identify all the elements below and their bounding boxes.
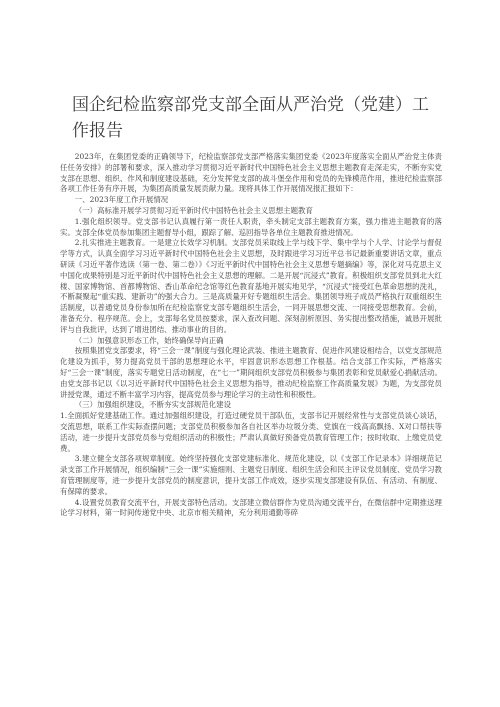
subsection-heading-3: （三）加强组织建设，不断夯实支部规范化建设 [74,400,232,410]
document-title: 国企纪检监察部党支部全面从严治党（党建）工作报告 [72,95,429,141]
subsection-heading-1: （一）高标准开展学习贯彻习近平新时代中国特色社会主义思想主题教育 [74,205,313,215]
intro-paragraph: 2023年，在集团党委的正确领导下，纪检监察部党支部严格落实集团党委《2023年度落实全面从严治党主体责任任务安排》的部署和要求，深入推动学习贯彻习近平新时代中国特色社会主义思想主题教育走深走实，不断夯实党支部在思想、组织、作风和制度建设基础，充分发挥党支部的战斗堡垒作用和党员的先锋模范作用，推进纪检监察部各项工作任务有序开展，为集团高质量发展贡献力量。现将具体工作开展情况报汇报如下： [60,152,442,194]
body-paragraph: 1.强化组织领导。党支部书记认真履行第一责任人职责，牵头制定支部主题教育方案，强力推进主题教育的落实。支部全体党员参加集团主题督导小组，跟踪了解、巡回指导各单位主题教育推进情况。 [60,216,442,237]
body-paragraph: 4.设置党员教育交流平台，开展支部特色活动。支部建立微信群作为党员沟通交流平台，在微信群中定期推送理论学习材料，第一时间传递党中央、北京市相关精神，充分利用通勤等碎 [60,497,442,518]
subsection-heading-2: （二）加强意识形态工作，始终确保导向正确 [74,335,224,345]
document-body [60,152,442,519]
body-paragraph: 3.建立健全支部各项规章制度。始终坚持强化支部党建标准化、规范化建设，以《支部工作记录本》详细规范记录支部工作开展情况，组织编制“三会一课”实施细则、主题党日制度、组织生活会和民主评议党员制度、党员学习教育管理制度等，进一步提升支部党员的制度意识，提升支部工作成效，逐步实现支部建设有队伍、有活动、有制度、有保障的要求。 [60,454,442,496]
body-paragraph: 2.扎实推进主题教育。一是建立长效学习机制。支部党员采取线上学与线下学、集中学与个人学、讨论学与督促学等方式，认真全面学习习近平新时代中国特色社会主义思想，及时跟进学习习近平总书记最新重要讲话文章，重点研读《习近平著作选读（第一卷、第二卷）》《习近平新时代中国特色社会主义思想专题摘编》等，深化对马克思主义中国化成果特别是习近平新时代中国特色社会主义思想的理解。二是开展“沉浸式”教育。积极组织支部党员到北大红楼、国家博物馆、首都博物馆、香山革命纪念馆等红色教育基地开展实地见学，“沉浸式”接受红色革命思想的洗礼，不断凝聚起“重实践、建新功”的强大合力。三是高质量开好专题组织生活会。集团领导班子成员严格执行双重组织生活制度，以普通党员身份参加所在纪检监察党支部专题组织生活会，一同开展思想交流、一同接受思想教育。会前，准备充分、程序规范。会上，支部每名党员按要求，深入查改问题、深刻剖析原因、务实提出整改措施，诚恳开展批评与自我批评，达到了增进团结、推动事业的目的。 [60,238,442,334]
body-paragraph: 按照集团党支部要求，将“三会一课”制度与强化理论武装、推进主题教育、促进作风建设相结合，以党支部规范化建设为抓手，努力提高党员干部的思想理论水平，牢固意识形态思想工作根基。结合支部工作实际，严格落实好“三会一课”制度，落实专题党日活动制度，在“七一”期间组织支部党员积极参与集团表彰和党员献爱心捐献活动。由党支部书记以《以习近平新时代中国特色社会主义思想为指导，推动纪检监察工作高质量发展》为题，为支部党员讲授党课，通过不断丰富学习内容，提高党员参与理论学习的主动性和积极性。 [60,346,442,399]
section-heading-1: 一、2023年度工作开展情况 [74,195,169,205]
body-paragraph: 1.全面抓好党建基础工作。通过加强组织建设，打造过硬党员干部队伍，支部书记开展经常性与支部党员谈心谈话，交流思想，联系工作实际查摆问题；支部党员积极参加各自社区举办垃圾分类、党旗在一线高高飘扬、X对口帮扶等活动，进一步提升支部党员参与党组织活动的积极性；严肃认真做好预备党员教育管理工作；按时收取、上缴党员党费。 [60,411,442,453]
